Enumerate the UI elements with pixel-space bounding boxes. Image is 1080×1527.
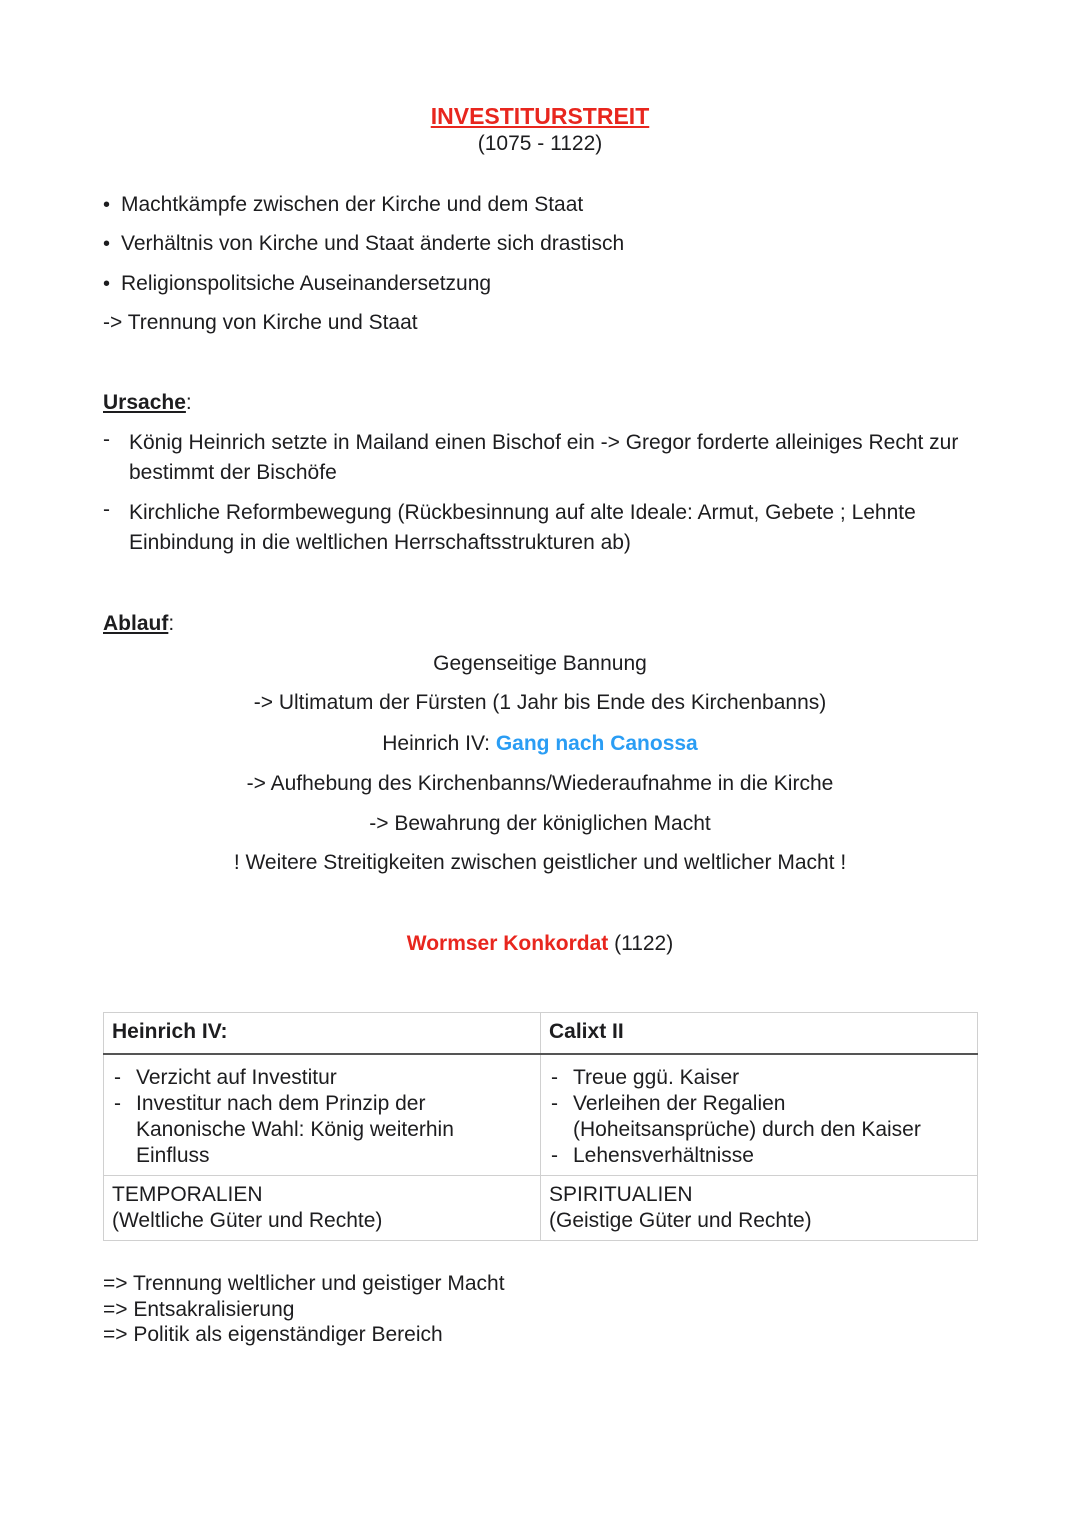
table-cell: TEMPORALIEN (Weltliche Güter und Rechte) (104, 1176, 541, 1241)
dash-icon: - (551, 1066, 558, 1089)
dash-icon: - (551, 1144, 558, 1167)
table-header-right: Calixt II (541, 1013, 978, 1055)
konkordat-heading: Wormser Konkordat (1122) (406, 932, 674, 955)
list-item: - Verleihen der Regalien (Hoheitsansprüche) durch den Kaiser (551, 1092, 921, 1141)
conclusion-line: => Politik als eigenständiger Bereich (103, 1323, 443, 1346)
ablauf-line: -> Aufhebung des Kirchenbanns/Wiederaufnahme in die Kirche (246, 772, 834, 795)
conclusion-line: => Entsakralisierung (103, 1298, 295, 1321)
bullet-conclusion: -> Trennung von Kirche und Staat (103, 311, 418, 334)
title-years: (1075 - 1122) (477, 132, 603, 155)
ursache-item: - Kirchliche Reformbewegung (Rückbesinnung auf alte Ideale: Armut, Gebete ; Lehnte Einbindung in die weltlichen Herrschaftsstrukturen ab) (103, 498, 916, 554)
ablauf-warning: ! Weitere Streitigkeiten zwischen geistlicher und weltlicher Macht ! (233, 851, 847, 874)
dash-icon: - (103, 498, 110, 521)
table-cell: SPIRITUALIEN (Geistige Güter und Rechte) (541, 1176, 978, 1241)
ablauf-line: Heinrich IV: Gang nach Canossa (382, 732, 698, 755)
bullet-item: • Religionspolitsiche Auseinandersetzung (103, 272, 492, 295)
table-cell (104, 1054, 541, 1176)
table-cell (541, 1054, 978, 1176)
ablauf-heading: Ablauf: (103, 612, 175, 635)
dash-icon: - (551, 1092, 558, 1115)
table-header-left: Heinrich IV: (104, 1013, 541, 1055)
list-item: - Treue ggü. Kaiser (551, 1066, 740, 1089)
list-item: - Verzicht auf Investitur (114, 1066, 337, 1089)
ursache-heading: Ursache: (103, 391, 192, 414)
bullet-dot-icon: • (103, 194, 111, 216)
bullet-dot-icon: • (103, 273, 111, 295)
table-row (104, 1176, 978, 1241)
bullet-item: • Machtkämpfe zwischen der Kirche und dem Staat (103, 193, 584, 216)
page-title: INVESTITURSTREIT (430, 103, 650, 129)
table-header-row (104, 1013, 978, 1055)
bullet-dot-icon: • (103, 233, 111, 255)
dash-icon: - (103, 428, 110, 451)
ablauf-line: -> Ultimatum der Fürsten (1 Jahr bis Ende des Kirchenbanns) (253, 691, 827, 714)
dash-icon: - (114, 1066, 121, 1089)
canossa-highlight: Gang nach Canossa (495, 732, 698, 755)
konkordat-table (103, 1012, 978, 1241)
bullet-item: • Verhältnis von Kirche und Staat änderte sich drastisch (103, 232, 625, 255)
ablauf-line: -> Bewahrung der königlichen Macht (369, 812, 711, 835)
list-item: - Lehensverhältnisse (551, 1144, 754, 1167)
table-row (104, 1054, 978, 1176)
conclusion-line: => Trennung weltlicher und geistiger Macht (103, 1272, 505, 1295)
ablauf-line: Gegenseitige Bannung (433, 652, 647, 675)
ursache-item: - König Heinrich setzte in Mailand einen Bischof ein -> Gregor forderte alleiniges Recht zur bestimmt der Bischöfe (103, 428, 959, 484)
dash-icon: - (114, 1092, 121, 1115)
list-item: - Investitur nach dem Prinzip der Kanonische Wahl: König weiterhin Einfluss (114, 1092, 454, 1167)
